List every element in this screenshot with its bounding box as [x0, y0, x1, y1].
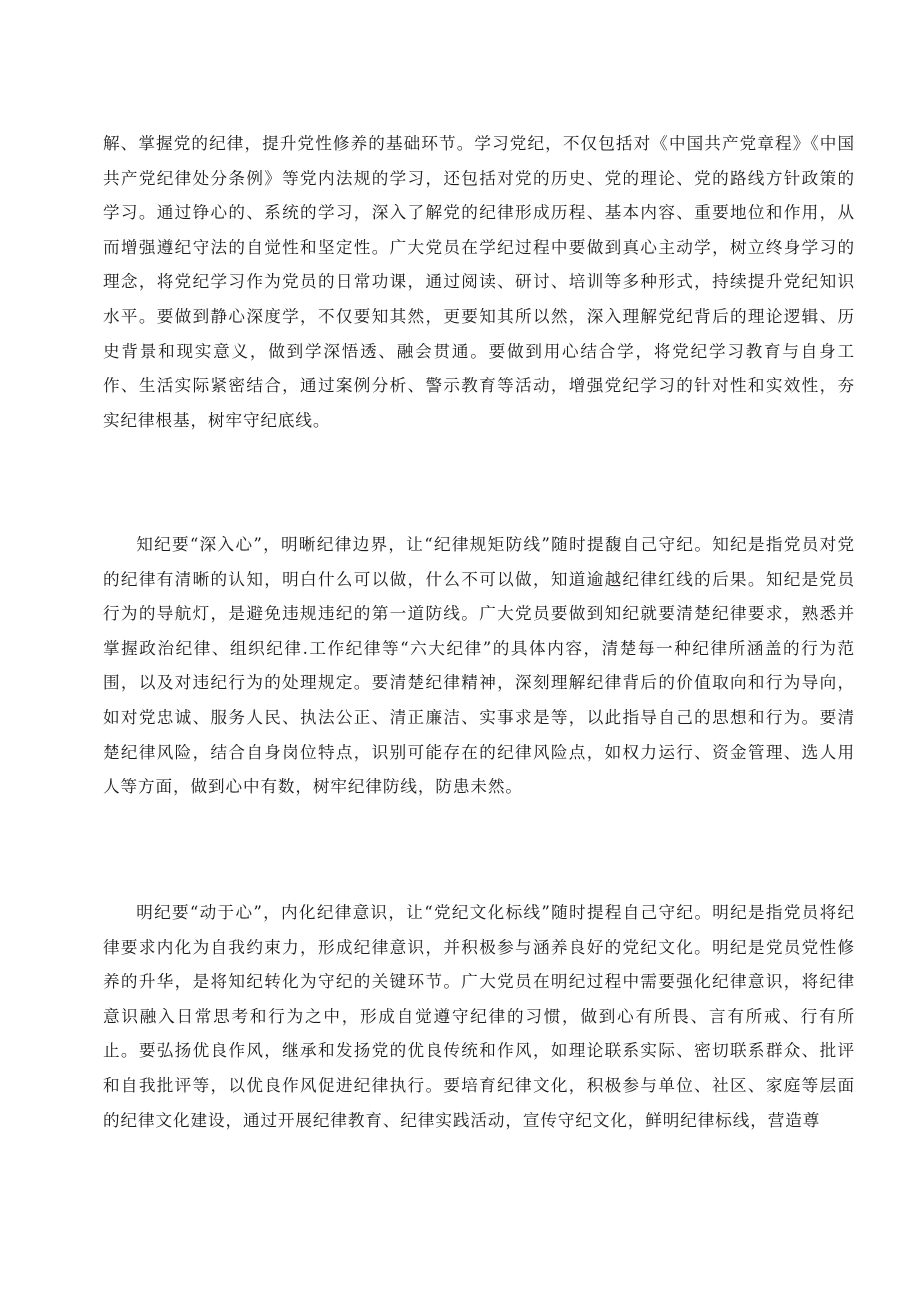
paragraph-text: 明纪要“动于心”，内化纪律意识，让“党纪文化标线”随时提程自己守纪。明纪是指党员将纪律要求内化为自我约束力，形成纪律意识，并积极参与涵养良好的党纪文化。明纪是党员党性修养的升华，是将知纪转化为守纪的关键环节。广大党员在明纪过程中需要强化纪律意识，将纪律意识融入日常思考和行为之中，形成自觉遵守纪律的习惯，做到心有所畏、言有所戒、行有所止。要弘扬优良作风，继承和发扬党的优良传统和作风，如理论联系实际、密切联系群众、批评和自我批评等，以优良作风促进纪律执行。要培育纪律文化，积极参与单位、社区、家庭等层面的纪律文化建设，通过开展纪律教育、纪律实践活动，宣传守纪文化，鲜明纪律标线，营造尊	[103, 903, 855, 1130]
paragraph-text: 知纪要“深入心”，明晰纪律边界，让“纪律规矩防线”随时提馥自己守纪。知纪是指党员对党的纪律有清晰的认知，明白什么可以做，什么不可以做，知道逾越纪律红线的后果。知纪是党员行为的导航灯，是避免违规违纪的第一道防线。广大党员要做到知纪就要清楚纪律要求，熟悉并掌握政治纪律、组织纪律.工作纪律等“六大纪律”的具体内容，清楚每一种纪律所涵盖的行为范围，以及对违纪行为的处理规定。要清楚纪律精神，深刻理解纪律背后的价值取向和行为导向，如对党忠诚、服务人民、执法公正、清正廉洁、实事求是等，以此指导自己的思想和行为。要清楚纪律风险，结合自身岗位特点，识别可能存在的纪律风险点，如权力运行、资金管理、选人用人等方面，做到心中有数，树牢纪律防线，防患未然。	[103, 535, 855, 797]
paragraph-text: 解、掌握党的纪律，提升党性修养的基础环节。学习党纪，不仅包括对《中国共产党章程》《中国共产党纪律处分条例》等党内法规的学习，还包括对党的历史、党的理论、党的路线方针政策的学习。通过铮心的、系统的学习，深入了解党的纪律形成历程、基本内容、重要地位和作用，从而增强遵纪守法的自觉性和坚定性。广大党员在学纪过程中要做到真心主动学，树立终身学习的理念，将党纪学习作为党员的日常功课，通过阅读、研讨、培训等多种形式，持续提升党纪知识水平。要做到静心深度学，不仅要知其然，更要知其所以然，深入理解党纪背后的理论逻辑、历史背景和现实意义，做到学深悟透、融会贯通。要做到用心结合学，将党纪学习教育与自身工作、生活实际紧密结合，通过案例分析、警示教育等活动，增强党纪学习的针对性和实效性，夯实纪律根基，树牢守纪底线。	[103, 134, 855, 430]
paragraph-knowing-discipline	[103, 528, 855, 805]
paragraph-understanding-discipline	[103, 896, 855, 1138]
paragraph-learning-discipline	[103, 127, 855, 438]
